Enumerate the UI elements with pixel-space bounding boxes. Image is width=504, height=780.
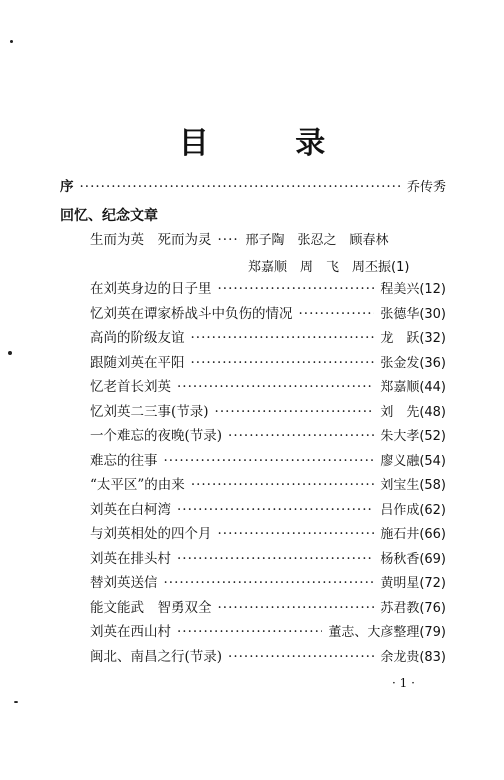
dot-leader: [218, 279, 375, 299]
toc-entry-authors: 邢子陶 张忍之 顾春林: [245, 233, 389, 248]
toc-entry-author: 朱大孝(52): [380, 429, 446, 444]
dot-leader: [218, 598, 375, 618]
dot-leader: [228, 426, 374, 446]
toc-entry-label: 能文能武 智勇双全: [90, 599, 212, 616]
toc-entry-label: 刘英在白柯湾: [90, 501, 171, 518]
dot-leader: [191, 353, 375, 373]
toc-entry-author: 刘宝生(58): [380, 478, 446, 493]
toc-entry: [90, 377, 446, 397]
toc-entry: [90, 573, 446, 593]
toc-entry-label: 难忘的往事: [90, 452, 158, 469]
dot-leader: [215, 402, 375, 422]
toc-entry: [90, 451, 446, 471]
toc-entry: [90, 524, 446, 544]
scan-speck: [10, 40, 13, 43]
toc-entry: [90, 402, 446, 422]
toc-entry: [90, 230, 446, 250]
toc-entry-label: 忆刘英在谭家桥战斗中负伤的情况: [90, 305, 293, 322]
toc-entry: [90, 549, 446, 569]
toc-entry-label: 序: [60, 179, 74, 195]
dot-leader: [177, 500, 374, 520]
dot-leader: [164, 451, 375, 471]
toc-entry-author: 刘 先(48): [380, 404, 446, 420]
toc-entry-label: 刘英在西山村: [90, 624, 171, 640]
toc-entry-author: 吕作成(62): [380, 502, 446, 518]
toc-entry-label: 闽北、南昌之行(节录): [90, 648, 223, 665]
toc-entry-author: 苏君教(76): [380, 600, 446, 616]
toc-entry: [90, 328, 446, 348]
toc-entry-author: 施石井(66): [380, 527, 446, 542]
toc-entry-label: 与刘英相处的四个月: [90, 526, 212, 542]
dot-leader: [164, 573, 375, 593]
page-number: · 1 ·: [392, 676, 415, 690]
toc-entry-label: 生而为英 死而为灵: [90, 232, 212, 248]
toc-entry-label: 刘英在排头村: [90, 550, 171, 567]
toc-entry-author: 廖义融(54): [380, 453, 446, 469]
toc-entry-label: 跟随刘英在平阳: [90, 354, 185, 371]
section-heading: 回忆、纪念文章: [60, 208, 158, 224]
toc-entry-author: 余龙贵(83): [380, 649, 446, 665]
toc-entry-author: 张金发(36): [380, 355, 446, 371]
toc-entry-label: 在刘英身边的日子里: [90, 281, 212, 297]
toc-entry: [90, 353, 446, 373]
toc-entry-label: 高尚的阶级友谊: [90, 330, 185, 346]
dot-leader: [177, 377, 374, 397]
toc-entry-preface: [60, 177, 446, 197]
toc-entry: [90, 500, 446, 520]
toc-entry: [90, 279, 446, 299]
toc-entry: [90, 622, 446, 642]
dot-leader: [177, 549, 374, 569]
toc-entry-label: 替刘英送信: [90, 575, 158, 591]
toc-entry-label: 忆刘英二三事(节录): [90, 403, 209, 420]
scan-speck: [8, 351, 12, 355]
scan-speck: [14, 701, 18, 703]
toc-entry-author: 董志、大彦整理(79): [328, 625, 446, 640]
toc-entry-author: 龙 跃(32): [380, 331, 446, 346]
dot-leader: [80, 177, 401, 197]
dot-leader: [218, 230, 240, 250]
toc-entry-author: 郑嘉顺(44): [380, 380, 446, 395]
dot-leader: [191, 328, 375, 348]
toc-entry: [90, 647, 446, 667]
toc-entry-label: “太平区”的由来: [90, 477, 185, 493]
toc-entry: [90, 598, 446, 618]
dot-leader: [218, 524, 375, 544]
dot-leader: [177, 622, 322, 642]
dot-leader: [228, 647, 374, 667]
page-title: 目 录: [178, 126, 364, 161]
dot-leader: [191, 475, 375, 495]
toc-entry-author: 张德华(30): [380, 306, 446, 322]
toc-entry-label: 忆老首长刘英: [90, 379, 171, 395]
dot-leader: [299, 304, 375, 324]
toc-entry-author: 乔传秀: [406, 180, 446, 195]
toc-entry-author: 程美兴(12): [380, 282, 446, 297]
toc-entry-authors-continued: 郑嘉顺 周 飞 周丕振(1): [248, 260, 410, 275]
toc-entry-author: 杨秋香(69): [380, 551, 446, 567]
toc-entry: [90, 475, 446, 495]
toc-entry: [90, 426, 446, 446]
toc-entry-label: 一个难忘的夜晚(节录): [90, 428, 223, 444]
toc-entry-author: 黄明星(72): [380, 576, 446, 591]
toc-entry: [90, 304, 446, 324]
